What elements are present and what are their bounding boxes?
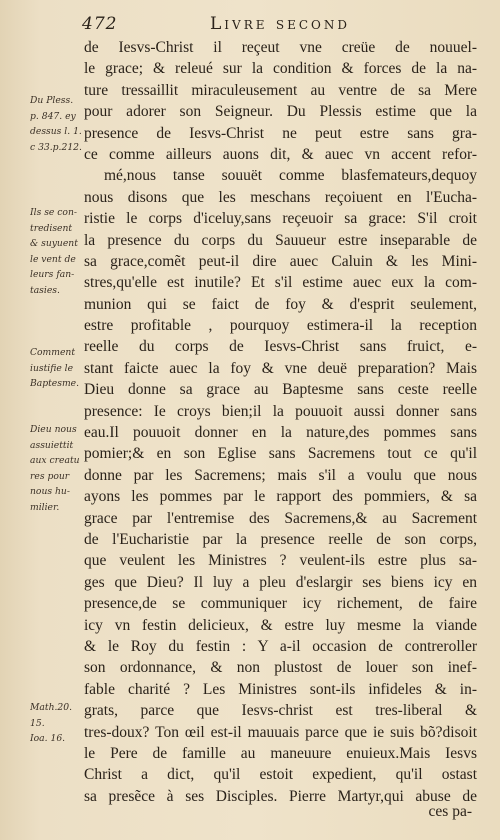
margin-note-line: le vent de	[30, 253, 76, 265]
margin-note-line: tredisent	[30, 222, 73, 234]
margin-notes	[0, 0, 82, 840]
margin-note-matthieu	[30, 700, 84, 747]
margin-note-contredisent	[30, 205, 84, 298]
margin-note-baptesme	[30, 345, 84, 392]
margin-note-line: Baptesme.	[30, 378, 80, 389]
margin-note-line: milier.	[30, 501, 60, 513]
margin-note-assuiettit	[30, 422, 84, 515]
margin-note-line: Comment	[30, 347, 76, 358]
margin-note-line: aux creatu	[30, 455, 80, 466]
body-line: eau.Il pouuoit donner en la nature,des pommes sans	[84, 424, 477, 442]
margin-note-line: Ils se con-	[30, 207, 77, 218]
body-line: ristie le corps d'iceluy,sans reçeuoir sa grace: S'il croit	[84, 210, 477, 228]
body-line: presence,de se communiquer icy richement, de faire	[84, 595, 477, 613]
body-line: tres-doux? Ton œil est-il mauuais parce que ie suis bõ?disoit	[84, 723, 477, 741]
body-line: ges que Dieu? Il luy a pleu d'eslargir ses biens icy en	[84, 573, 477, 591]
margin-note-line: Math.20.	[30, 702, 73, 713]
body-line: sa presẽce à ses Disciples. Pierre Martyr,qui abuse de	[84, 787, 477, 805]
body-line: ture tressaillit miraculeusement au ventre de sa Mere	[84, 81, 477, 99]
margin-note-line: Du Pless.	[30, 95, 74, 106]
body-line: de Iesvs-Christ il reçeut vne creüe de nouuel-	[84, 39, 477, 56]
body-line: son ordonnance, & non plustost de louer son inef-	[84, 659, 477, 677]
margin-note-line: c 33.p.212.	[30, 141, 82, 153]
body-line: pomier;& en son Eglise sans Sacremens tout ce qu'il	[84, 445, 477, 463]
body-line: grace par l'entremise des Sacremens,& au Sacrement	[84, 509, 477, 527]
body-line: presence de Iesvs-Christ ne peut estre sans gra-	[84, 124, 477, 142]
body-line: nous disons que les meschans reçoiuent en l'Eucha-	[84, 188, 477, 206]
body-line: la presence du corps du Sauueur estre inseparable de	[84, 231, 477, 249]
body-line: sa grace,comẽt peut-il dire auec Caluin & les Mini-	[84, 252, 477, 270]
body-line: fable charité ? Les Ministres sont-ils infideles & in-	[84, 680, 477, 698]
margin-note-du-plessis	[30, 93, 84, 155]
body-line: ayons les pommes par le rapport des pommiers, & sa	[84, 488, 477, 506]
margin-note-line: res pour	[30, 470, 70, 482]
margin-note-line: dessus l. 1.	[30, 126, 82, 137]
margin-note-line: iustifie le	[30, 362, 74, 374]
body-line: ce comme ailleurs auons dit, & auec vn accent refor-	[84, 145, 477, 163]
body-line: pour adorer son Seigneur. Du Plessis estime que la	[84, 103, 477, 121]
body-line: Dieu donne sa grace au Baptesme sans ceste reelle	[84, 381, 477, 399]
body-line: que veulent les Ministres ? veulent-ils estre plus sa-	[84, 552, 477, 570]
body-line: reelle du corps de Iesvs-Christ sans fruict, e-	[84, 338, 477, 356]
margin-note-line: leurs fan-	[30, 269, 75, 280]
margin-note-line: nous hu-	[30, 486, 70, 497]
margin-note-line: tasies.	[30, 284, 60, 296]
body-line: icy vn festin delicieux, & estre luy mesme la viande	[84, 616, 477, 634]
body-line: grats, parce que Iesvs-christ est tres-liberal &	[84, 702, 477, 720]
catchword: ces pa-	[428, 803, 472, 820]
margin-note-line: & suyuent	[30, 238, 78, 249]
margin-note-line: 15.	[30, 717, 45, 729]
body-line: munion qui se faict de foy & d'esprit seulement,	[84, 295, 477, 313]
body-line: stant faicte auec la foy & vne deuë preparation? Mais	[84, 359, 477, 377]
body-line: le grace; & releué sur la condition & forces de la na-	[84, 60, 477, 78]
body-line: presence: Ie croys bien;il la pouuoit aussi donner sans	[84, 402, 477, 420]
running-title: Livre second	[210, 14, 351, 34]
margin-note-line: assuiettit	[30, 439, 74, 451]
margin-note-line: Ioa. 16.	[30, 733, 66, 744]
page-number: 472	[82, 14, 118, 34]
body-line: Christ a dict, qu'il estoit expedient, qu'il ostast	[84, 766, 477, 784]
body-line: le Pere de famille au maneuure enuieux.Mais Iesvs	[84, 744, 477, 762]
body-line: de l'Eucharistie par la presence reelle de son corps,	[84, 530, 477, 548]
body-line: mé,nous tanse souuët comme blasfemateurs,dequoy	[104, 167, 477, 185]
body-line: stres,qu'elle est inutile? Et s'il estime auec eux la com-	[84, 274, 477, 292]
body-line: estre profitable , pourquoy estimera-il la reception	[84, 317, 477, 335]
body-line: donne par les Sacremens; mais s'il a voulu que nous	[84, 466, 477, 484]
margin-note-line: Dieu nous	[30, 424, 77, 435]
body-text	[84, 37, 477, 807]
body-line: & le Roy du festin : Y a-il occasion de contreroller	[84, 637, 477, 655]
margin-note-line: p. 847. ey	[30, 110, 76, 122]
